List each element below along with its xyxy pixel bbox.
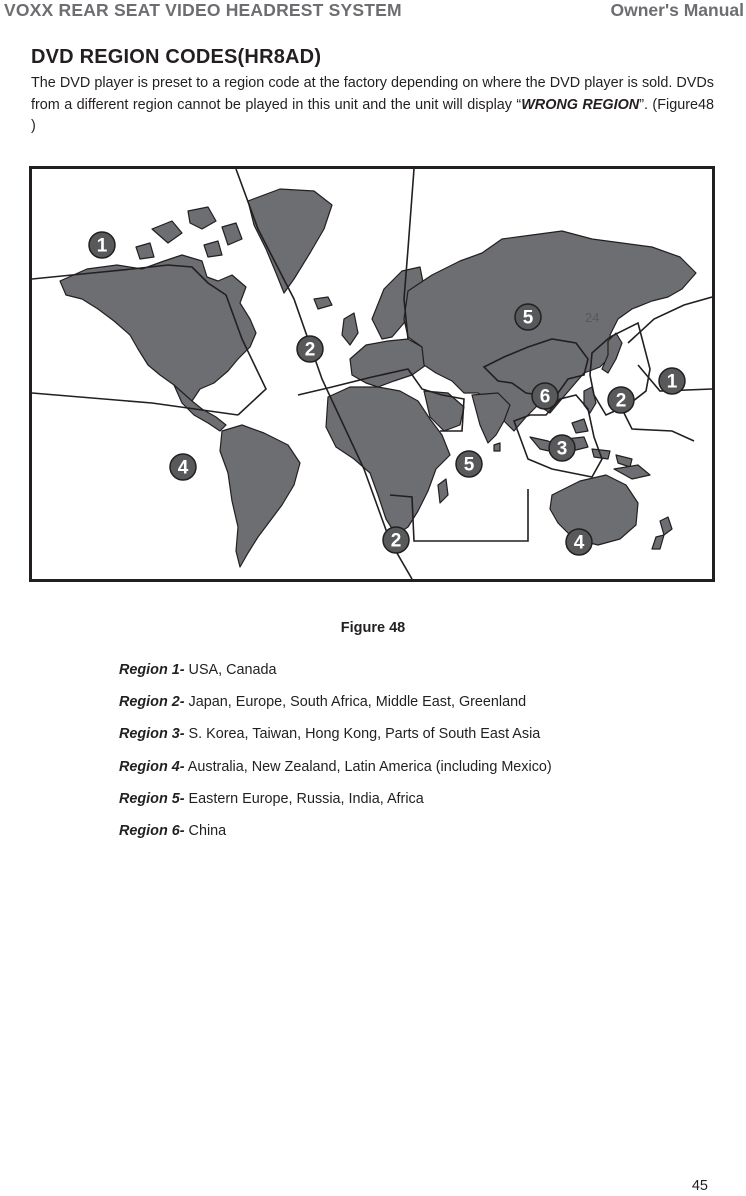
region-item xyxy=(119,662,679,694)
intro-text-start: The DVD player is preset to a region code at the factory depending on where the DVD player is sold. DVDs from a different region cannot be played in this unit and the unit will display “ xyxy=(31,75,714,113)
region-badge xyxy=(608,387,634,413)
svg-text:5: 5 xyxy=(522,307,534,329)
uk-land xyxy=(342,313,358,345)
region-description: USA, Canada xyxy=(184,662,277,678)
region-description: China xyxy=(184,822,227,839)
region-description: S. Korea, Taiwan, Hong Kong, Parts of South East Asia xyxy=(184,726,541,743)
svg-text:5: 5 xyxy=(463,454,475,476)
madagascar-land xyxy=(438,479,448,503)
south-america-land xyxy=(220,425,300,567)
canadian-islands xyxy=(136,207,242,259)
page-number: 45 xyxy=(691,1178,708,1194)
region-label: Region 1- xyxy=(119,662,185,678)
region-label: Region 4- xyxy=(119,758,185,775)
region-badge xyxy=(659,368,685,394)
indonesia-islands xyxy=(530,419,632,467)
region-label: Region 5- xyxy=(119,790,185,807)
region-badge xyxy=(89,232,115,258)
region-item xyxy=(119,694,679,726)
region-item xyxy=(119,726,679,758)
section-title: DVD REGION CODES(HR8AD) xyxy=(31,46,322,68)
region-description: Australia, New Zealand, Latin America (including Mexico) xyxy=(184,758,552,775)
central-america-land xyxy=(174,385,226,431)
svg-text:4: 4 xyxy=(573,532,585,554)
svg-text:6: 6 xyxy=(539,386,551,408)
landmasses xyxy=(60,189,696,567)
map-stray-number: 24 xyxy=(585,310,600,325)
intro-paragraph xyxy=(31,73,714,138)
sri-lanka-land xyxy=(494,443,500,451)
region-map-figure xyxy=(29,166,715,582)
svg-text:2: 2 xyxy=(304,339,316,361)
region-description: Japan, Europe, South Africa, Middle East, Greenland xyxy=(184,694,527,711)
region-label: Region 6- xyxy=(119,822,185,839)
region-label: Region 2- xyxy=(119,694,185,711)
iceland-land xyxy=(314,297,332,309)
india-land xyxy=(472,393,510,443)
region-badge xyxy=(383,527,409,553)
region-description: Eastern Europe, Russia, India, Africa xyxy=(184,790,424,807)
region-label: Region 3- xyxy=(119,726,185,743)
region-badge xyxy=(297,336,323,362)
svg-text:1: 1 xyxy=(666,371,678,393)
north-america-land xyxy=(60,255,256,401)
region-badge xyxy=(456,451,482,477)
greenland-land xyxy=(248,189,332,293)
figure-caption: Figure 48 xyxy=(340,620,406,636)
australia-land xyxy=(550,475,638,545)
svg-text:3: 3 xyxy=(556,438,568,460)
region-item xyxy=(119,823,679,855)
region-item xyxy=(119,759,679,791)
running-header-manual: Owner's Manual xyxy=(610,0,744,20)
svg-text:1: 1 xyxy=(96,235,108,257)
new-guinea-land xyxy=(614,465,650,479)
intro-text-end: ”. (Figure48 ) xyxy=(31,96,714,134)
world-region-map xyxy=(32,169,712,579)
philippines-land xyxy=(584,387,596,413)
new-zealand-land xyxy=(652,517,672,549)
region-badge xyxy=(515,304,541,330)
region-item xyxy=(119,791,679,823)
running-header-title: VOXX REAR SEAT VIDEO HEADREST SYSTEM xyxy=(4,0,402,20)
region-code-list xyxy=(119,662,679,855)
svg-text:2: 2 xyxy=(615,390,627,412)
border-oceania xyxy=(622,409,694,441)
svg-text:4: 4 xyxy=(177,457,189,479)
region-badge xyxy=(170,454,196,480)
svg-text:2: 2 xyxy=(390,530,402,552)
region-badge xyxy=(566,529,592,555)
intro-emphasis: WRONG REGION xyxy=(521,96,640,113)
region-badge xyxy=(532,383,558,409)
region-badge xyxy=(549,435,575,461)
